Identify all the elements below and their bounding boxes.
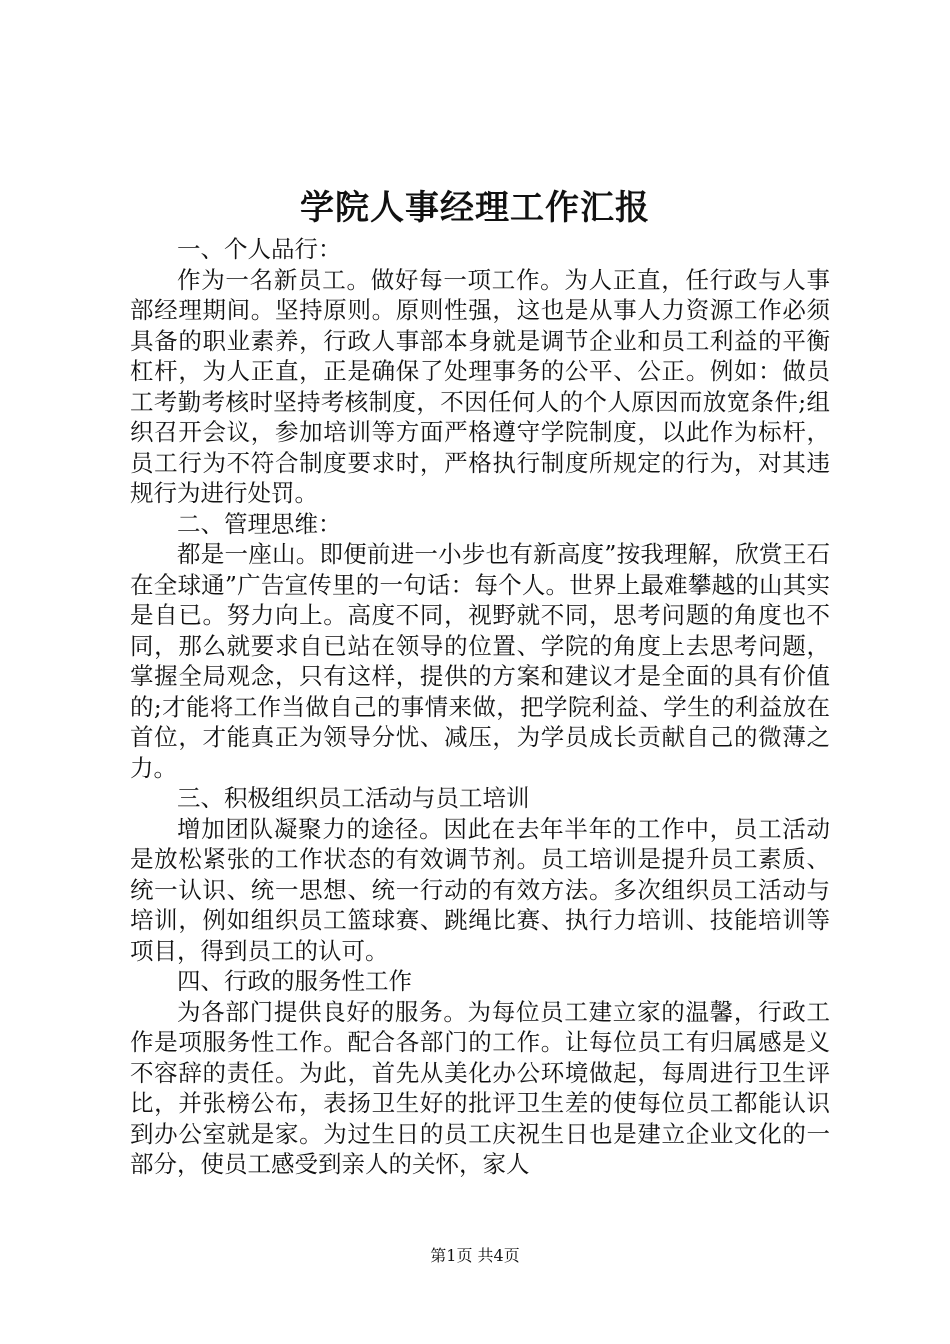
section-heading-4: 四、行政的服务性工作 <box>177 967 412 995</box>
page-footer: 第1页 共4页 <box>430 1246 520 1265</box>
section-heading-1: 一、个人品行： <box>177 235 342 263</box>
paragraph-3: 增加团队凝聚力的途径。因此在去年半年的工作中，员工活动是放松紧张的工作状态的有效调节剂。员工培训是提升员工素质、统一认识、统一思想、统一行动的有效方法。多次组织员工活动与培训，例如组织员工篮球赛、跳绳比赛、执行力培训、技能培训等项目，得到员工的认可。 <box>130 814 830 965</box>
paragraph-2: 都是一座山。即便前进一小步也有新高度”按我理解，欣赏王石在全球通”广告宣传里的一句话：每个人。世界上最难攀越的山其实是自已。努力向上。高度不同，视野就不同，思考问题的角度也不同，那么就要求自已站在领导的位置、学院的角度上去思考问题，掌握全局观念，只有这样，提供的方案和建议才是全面的具有价值的;才能将工作当做自己的事情来做，把学院利益、学生的利益放在首位，才能真正为领导分忧、减压，为学员成长贡献自己的微薄之力。 <box>130 540 830 782</box>
document-body <box>130 234 830 1180</box>
section-heading-2: 二、管理思维： <box>177 509 342 538</box>
paragraph-1: 作为一名新员工。做好每一项工作。为人正直，任行政与人事部经理期间。坚持原则。原则性强，这也是从事人力资源工作必须具备的职业素养，行政人事部本身就是调节企业和员工利益的平衡杠杆，为人正直，正是确保了处理事务的公平、公正。例如：做员工考勤考核时坚持考核制度，不因任何人的个人原因而放宽条件;组织召开会议，参加培训等方面严格遵守学院制度，以此作为标杆，员工行为不符合制度要求时，严格执行制度所规定的行为，对其违规行为进行处罚。 <box>130 265 830 507</box>
paragraph-4: 为各部门提供良好的服务。为每位员工建立家的温馨，行政工作是项服务性工作。配合各部门的工作。让每位员工有归属感是义不容辞的责任。为此，首先从美化办公环境做起，每周进行卫生评比，并张榜公布，表扬卫生好的批评卫生差的使每位员工都能认识到办公室就是家。为过生日的员工庆祝生日也是建立企业文化的一部分，使员工感受到亲人的关怀，家人 <box>130 997 830 1178</box>
section-heading-3: 三、积极组织员工活动与员工培训 <box>177 784 530 812</box>
document-title: 学院人事经理工作汇报 <box>300 188 650 228</box>
